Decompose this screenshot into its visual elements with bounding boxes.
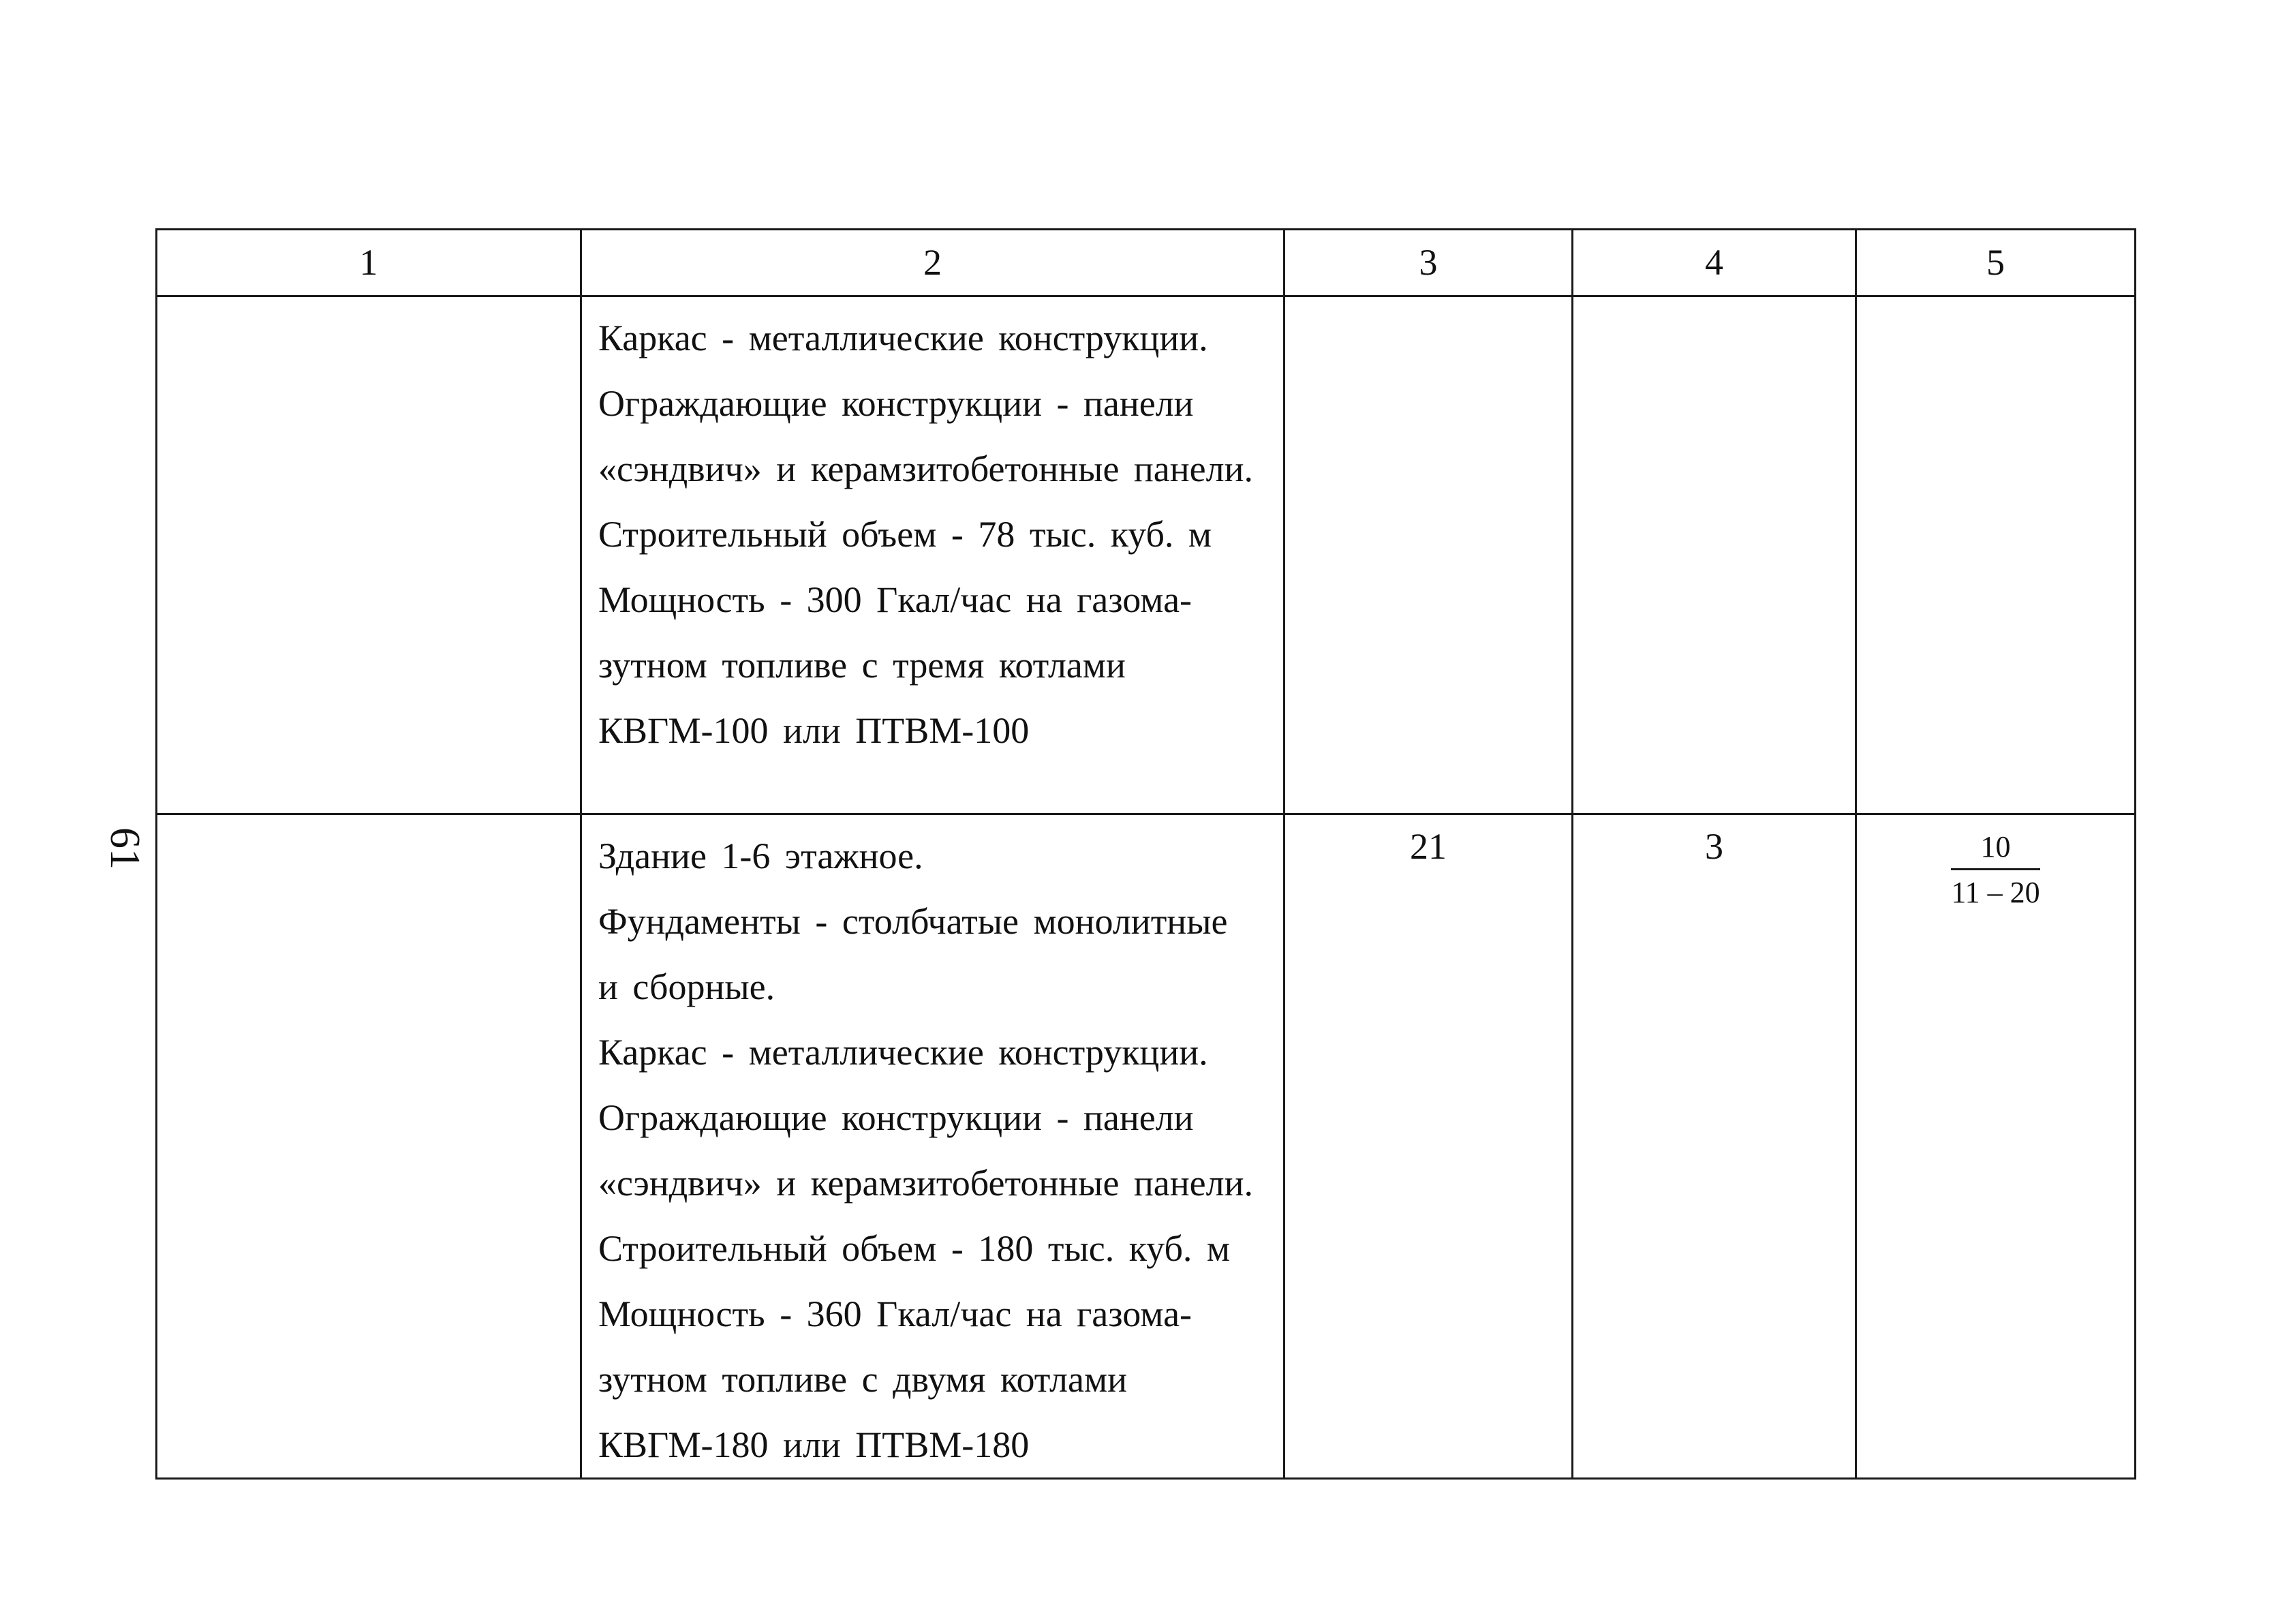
description-line: Каркас - металлические конструкции. — [598, 1032, 1208, 1073]
description-line: Мощность - 360 Гкал/час на газома- — [598, 1293, 1192, 1334]
fraction-value — [1951, 829, 2040, 911]
row2-col3-cell: 21 — [1284, 814, 1573, 1479]
row2-col5-cell — [1856, 814, 2136, 1479]
column-number-5: 5 — [1856, 230, 2136, 296]
column-number-1: 1 — [157, 230, 581, 296]
row1-description-cell — [581, 296, 1284, 814]
description-line: Строительный объем - 180 тыс. куб. м — [598, 1228, 1231, 1269]
column-number-row — [157, 230, 2136, 296]
description-line: Каркас - металлические конструкции. — [598, 318, 1208, 358]
description-line: Мощность - 300 Гкал/час на газома- — [598, 579, 1192, 620]
page-number: 61 — [102, 827, 148, 870]
column-number-4: 4 — [1573, 230, 1856, 296]
description-line: зутном топливе с двумя котлами — [598, 1359, 1128, 1400]
column-number-3: 3 — [1284, 230, 1573, 296]
description-line: Строительный объем - 78 тыс. куб. м — [598, 514, 1212, 555]
table-row — [157, 814, 2136, 1479]
row1-col5-cell — [1856, 296, 2136, 814]
row2-col4-cell: 3 — [1573, 814, 1856, 1479]
description-line: Ограждающие конструкции - панели — [598, 1097, 1194, 1138]
column-number-2: 2 — [581, 230, 1284, 296]
row1-col1-cell — [157, 296, 581, 814]
table-row — [157, 296, 2136, 814]
description-line: и сборные. — [598, 966, 775, 1007]
description-line: КВГМ-180 или ПТВМ-180 — [598, 1424, 1030, 1465]
description-line: Здание 1-6 этажное. — [598, 836, 923, 876]
description-line: зутном топливе с тремя котлами — [598, 645, 1126, 686]
description-line: Ограждающие конструкции - панели — [598, 383, 1194, 424]
fraction-denominator: 11 – 20 — [1951, 876, 2040, 909]
description-line: «сэндвич» и керамзитобетонные панели. — [598, 448, 1253, 489]
fraction-numerator: 10 — [1951, 829, 2040, 870]
specification-table — [155, 228, 2136, 1480]
description-line: Фундаменты - столбчатые монолитные — [598, 901, 1228, 942]
row1-col4-cell — [1573, 296, 1856, 814]
description-line: КВГМ-100 или ПТВМ-100 — [598, 710, 1030, 751]
row2-col1-cell — [157, 814, 581, 1479]
row1-col3-cell — [1284, 296, 1573, 814]
description-line: «сэндвич» и керамзитобетонные панели. — [598, 1163, 1253, 1204]
row2-description-cell — [581, 814, 1284, 1479]
